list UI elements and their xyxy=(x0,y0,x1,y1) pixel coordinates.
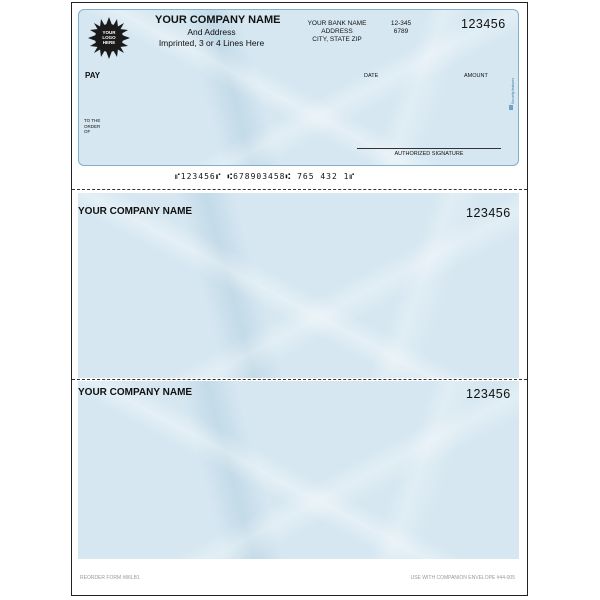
order-label-line: ORDER xyxy=(84,123,101,129)
micr-line: ⑈123456⑈ ⑆678903458⑆ 765 432 1⑈ xyxy=(175,172,356,181)
voucher-stub-1 xyxy=(78,193,519,378)
sunburst-logo-icon xyxy=(88,17,130,59)
check-number: 123456 xyxy=(461,17,506,31)
routing-fraction-top: 12-345 xyxy=(390,20,412,27)
bank-city: CITY, STATE ZIP xyxy=(312,36,362,43)
pay-label: PAY xyxy=(85,71,101,80)
check-address-line2: Imprinted, 3 or 4 Lines Here xyxy=(158,38,265,48)
logo-text-line: YOUR xyxy=(102,30,116,35)
security-features-note xyxy=(509,77,516,105)
signature-line xyxy=(357,148,501,149)
perforation-line xyxy=(72,379,527,380)
amount-label: AMOUNT xyxy=(464,73,488,79)
check-address-line1: And Address xyxy=(187,27,236,37)
security-features-text: Security features xyxy=(511,77,516,105)
order-label-line: TO THE xyxy=(84,118,101,123)
voucher-stub-2 xyxy=(78,381,519,559)
envelope-text: USE WITH COMPANION ENVELOPE #44-005 xyxy=(410,575,515,581)
stub2-check-number: 123456 xyxy=(466,387,511,401)
bank-name: YOUR BANK NAME xyxy=(307,20,367,27)
date-label: DATE xyxy=(364,73,379,79)
routing-fraction-bottom: 6789 xyxy=(393,28,409,35)
reorder-text: REORDER FORM #86LB1 xyxy=(80,575,140,581)
logo-text-line: HERE xyxy=(102,40,116,46)
stub1-check-number: 123456 xyxy=(466,206,511,220)
security-lock-icon xyxy=(509,105,513,110)
order-label-line: OF xyxy=(84,129,91,134)
stub1-company-name: YOUR COMPANY NAME xyxy=(78,206,193,217)
perforation-line xyxy=(72,189,527,190)
check-company-name: YOUR COMPANY NAME xyxy=(155,14,281,26)
logo-text-line: LOGO xyxy=(102,35,116,41)
stub2-company-name: YOUR COMPANY NAME xyxy=(78,387,193,398)
order-label xyxy=(84,118,100,135)
check-face xyxy=(78,9,519,166)
signature-label: AUTHORIZED SIGNATURE xyxy=(394,151,464,157)
bank-address: ADDRESS xyxy=(321,28,353,35)
